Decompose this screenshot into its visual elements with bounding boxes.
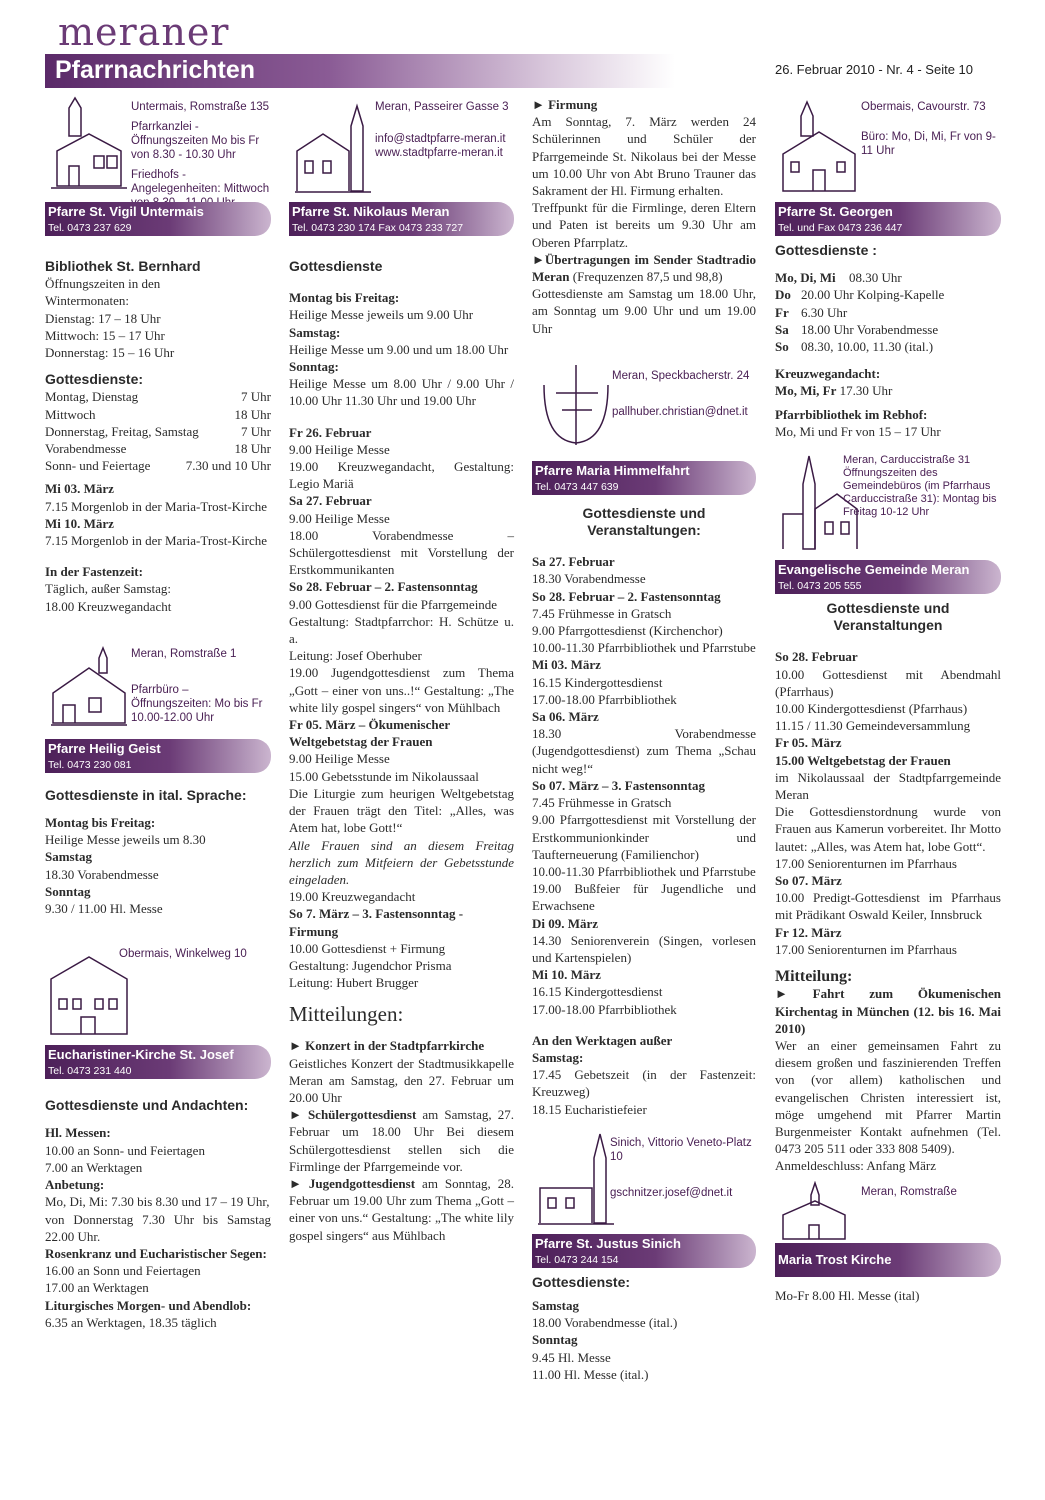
vigil-address: Untermais, Romstraße 135 <box>131 101 270 113</box>
event-text: 17.00-18.00 Pfarrbibliothek <box>532 691 677 707</box>
georgen-info-box <box>775 96 1001 200</box>
subheading: Liturgisches Morgen- und Abendlob: <box>45 1297 252 1313</box>
ital-heading: Montag bis Freitag: <box>45 815 156 831</box>
vigil-info-1: Pfarrkanzlei - Öffnungszeiten Mo bis Fr von 8.30 - 10.30 Uhr <box>131 121 260 161</box>
subheading: Samstag: <box>289 324 341 340</box>
ital-line: 9.30 / 11.00 Hl. Messe <box>45 901 163 917</box>
event-text: 7.15 Morgenlob in der Maria-Trost-Kirche <box>45 533 268 549</box>
gd-title: Gottesdienste: <box>532 1273 631 1290</box>
ital-title: Gottesdienste in ital. Sprache: <box>45 786 247 803</box>
meraner-logo: meraner <box>58 10 230 54</box>
geist-name-bar <box>45 739 271 773</box>
event-text: 9.00 Heilige Messe <box>289 441 390 457</box>
column-1 <box>45 96 271 1331</box>
justus-email[interactable]: gschnitzer.josef@dnet.it <box>610 1186 733 1199</box>
notice-text: Geistliches Konzert der Stadtmusikkapelle Meran am Samstag, den 27. Februar um 20.00 Uhr <box>289 1055 514 1105</box>
church-icon <box>49 633 129 733</box>
date-heading: Fr 05. März – Ökumenischer Weltgebetstag der Frauen <box>289 717 450 750</box>
notice-text: (Frequzenzen 87,5 und 98,8) <box>572 269 723 285</box>
event-text: 17.00 Seniorenturnen im Pfarrhaus <box>775 855 957 871</box>
trost-info-box <box>775 1181 1001 1241</box>
text-line: 9.45 Hl. Messe <box>532 1349 611 1365</box>
josef-name-bar <box>45 1045 271 1079</box>
georgen-info: Büro: Mo, Di, Mi, Fr von 9-11 Uhr <box>861 131 996 157</box>
nikolaus-name-bar <box>289 202 514 236</box>
justus-name-bar <box>532 1234 756 1268</box>
church-icon <box>49 939 129 1039</box>
event-text: Die Liturgie zum heurigen Weltgebetstag der Frauen trägt den Titel: „Alles, was Atem hat, lobe Gott!“ <box>289 785 514 836</box>
event-text: Leitung: Hubert Brugger <box>289 975 419 991</box>
subheading: Pfarrbibliothek im Rebhof: <box>775 406 928 422</box>
date-heading: So 07. März <box>775 873 842 889</box>
event-text: 7.15 Morgenlob in der Maria-Trost-Kirche <box>45 498 268 514</box>
trost-name-bar <box>775 1243 1001 1277</box>
himmel-address: Meran, Speckbacherstr. 24 <box>612 369 750 382</box>
schedule-row: Sonn- und Feiertage 7.30 und 10 Uhr <box>45 458 271 474</box>
column-4 <box>775 96 1001 1304</box>
nikolaus-tel: Tel. 0473 230 174 Fax 0473 233 727 <box>292 222 464 234</box>
church-icon <box>49 96 129 196</box>
event-text: 10.00-11.30 Pfarrbibliothek und Pfarrstube <box>532 640 756 656</box>
ital-heading: Samstag <box>45 849 92 865</box>
bib-line: Wintermonaten: <box>45 293 129 309</box>
notice-heading: ► Fahrt zum Ökumenischen Kirchentag in München (12. bis 16. Mai 2010) <box>775 986 1001 1036</box>
date-heading: Mi 03. März <box>45 481 114 497</box>
date-heading: Fr 26. Februar <box>289 424 372 440</box>
vigil-name: Pfarre St. Vigil Untermais <box>48 204 204 219</box>
ital-heading: Sonntag <box>45 883 91 899</box>
text-line: 18.15 Eucharistiefeier <box>532 1101 647 1117</box>
event-text: 19.00 Kreuzwegandacht <box>289 889 416 905</box>
schedule-row: Fr 6.30 Uhr <box>775 304 848 320</box>
church-icon <box>293 96 373 196</box>
text-line: 17.00 an Werktagen <box>45 1280 149 1296</box>
himmel-info-box <box>532 355 756 459</box>
nikolaus-email[interactable]: info@stadtpfarre-meran.it <box>375 133 506 145</box>
georgen-name: Pfarre St. Georgen <box>778 204 893 219</box>
vigil-name-bar <box>45 202 271 236</box>
mitteilung-title: Mitteilung: <box>775 968 853 986</box>
evang-name-bar <box>775 560 1001 594</box>
event-text: 10.00 Kindergottesdienst (Pfarrhaus) <box>775 701 968 717</box>
notice-heading: ►Übertragungen im Sender Stadtradio Meran <box>532 251 756 285</box>
notice-text: am Samstag, 27. Februar um 18.00 Uhr Bei diesem Schülergottesdienst stellen sich die Firmlinge der Pfarrgemeinde vor. <box>289 1107 515 1174</box>
date-heading: Sa 27. Februar <box>289 493 372 509</box>
event-text: 10.00 Gottesdienst + Firmung <box>289 940 446 956</box>
church-icon <box>536 1128 616 1228</box>
event-text: 10.00 Predigt-Gottesdienst im Pfarrhaus mit Prädikant Oswald Keiler, Innsbruck <box>775 890 1001 923</box>
event-text: Gestaltung: Stadtpfarrchor: H. Schütze u. a. <box>289 613 514 647</box>
fasten-title: In der Fastenzeit: <box>45 564 143 580</box>
event-text: 16.15 Kindergottesdienst <box>532 984 663 1000</box>
andacht-title: Gottesdienste und Andachten: <box>45 1097 249 1114</box>
column-3 <box>532 96 756 1383</box>
himmel-email[interactable]: pallhuber.christian@dnet.it <box>612 405 748 418</box>
mitteilungen-title: Mitteilungen: <box>289 1002 404 1027</box>
geist-info: Pfarrbüro – Öffnungszeiten: Mo bis Fr 10.00-12.00 Uhr <box>131 683 263 724</box>
bib-line: Mittwoch: 15 – 17 Uhr <box>45 327 165 343</box>
geist-tel: Tel. 0473 230 081 <box>48 758 132 771</box>
event-text: 18.00 Vorabendmesse – Schülergottesdienst mit Vorstellung der Erstkommunikanten <box>289 527 514 578</box>
josef-info-box <box>45 939 271 1043</box>
josef-tel: Tel. 0473 231 440 <box>48 1065 132 1078</box>
fasten-line: 18.00 Kreuzwegandacht <box>45 598 172 614</box>
justus-name: Pfarre St. Justus Sinich <box>535 1235 681 1251</box>
event-highlight: 15.00 Weltgebetstag der Frauen <box>775 752 951 768</box>
event-text: 9.00 Heilige Messe <box>289 751 390 767</box>
column-2 <box>289 96 514 1244</box>
church-icon <box>779 96 859 196</box>
event-text: 17.00 Seniorenturnen im Pfarrhaus <box>775 941 957 957</box>
date-heading: Mi 10. März <box>532 967 601 983</box>
notice-heading: ► Schülergottesdienst <box>289 1107 417 1123</box>
notice-text: am Sonntag, 28. Februar um 19.00 Uhr zum Thema „Gott – einer von uns.“ Gestaltung: „The white lily gospel singers“ aus Mühlbach <box>289 1175 515 1243</box>
nikolaus-name: Pfarre St. Nikolaus Meran <box>292 204 450 219</box>
subheading: Anbetung: <box>45 1177 105 1193</box>
bib-line: Öffnungszeiten in den <box>45 276 161 292</box>
text-line: 7.00 an Werktagen <box>45 1159 143 1175</box>
text-line: 11.00 Hl. Messe (ital.) <box>532 1366 649 1382</box>
text-line: von Donnerstag 7.30 Uhr bis Samstag 22.00 Uhr. <box>45 1211 271 1244</box>
event-text: 9.00 Gottesdienst für die Pfarrgemeinde <box>289 596 498 612</box>
notice-text: Treffpunkt für die Firmlinge, deren Eltern und Paten ist bereits um 9.30 Uhr am Oberen Pfarrplatz. <box>532 200 756 250</box>
time: 17.30 Uhr <box>839 383 893 399</box>
schedule-row: Do 20.00 Uhr Kolping-Kapelle <box>775 287 945 303</box>
gv-title: Gottesdienste und Veranstaltungen <box>826 600 950 634</box>
event-text: 10.00-11.30 Pfarrbibliothek und Pfarrstube <box>532 863 756 879</box>
dateline: 26. Februar 2010 - Nr. 4 - Seite 10 <box>775 62 973 77</box>
schedule-row: Mo, Di, Mi 08.30 Uhr <box>775 270 902 286</box>
text-line: 18.00 Vorabendmesse (ital.) <box>532 1315 678 1331</box>
bib-line: Donnerstag: 15 – 16 Uhr <box>45 345 175 361</box>
date-heading: So 28. Februar – 2. Fastensonntag <box>289 579 478 595</box>
evang-tel: Tel. 0473 205 555 <box>778 580 862 593</box>
geist-address: Meran, Romstraße 1 <box>131 647 237 660</box>
vigil-info-box <box>45 96 271 200</box>
text-line: Heilige Messe jeweils um 9.00 Uhr <box>289 307 474 323</box>
event-text: 19.00 Jugendgottesdienst zum Thema „Gott – einer von uns..!“ Gestaltung: „The white lily gospel singers“ von Mühlbach <box>289 665 514 715</box>
schedule-row: Vorabendmesse 18 Uhr <box>45 441 271 457</box>
ital-line: 18.30 Vorabendmesse <box>45 866 159 882</box>
schedule-row: Sa 18.00 Uhr Vorabendmesse <box>775 321 939 337</box>
nikolaus-web[interactable]: www.stadtpfarre-meran.it <box>375 147 503 159</box>
event-text: Alle Frauen sind an diesem Freitag herzlich zum Mitfeiern der Gebetsstunde eingeladen. <box>289 837 514 887</box>
notice-text: Am Sonntag, 7. März werden 24 Schülerinnen und Schüler der Pfarrgemeinde St. Nikolaus bei der Messe um 10.00 Uhr von Abt Bruno Trauner das Sakrament der Hl. Firmung erhalten. <box>532 114 756 199</box>
event-text: 9.00 Pfarrgottesdienst (Kirchenchor) <box>532 623 723 639</box>
evang-info-box <box>775 454 1001 558</box>
date-heading: So 28. Februar – 2. Fastensonntag <box>532 588 721 604</box>
date-heading: So 28. Februar <box>775 649 858 665</box>
event-text: 9.00 Pfarrgottesdienst mit Vorstellung der Erstkommunionkinder und Taufterneuerung (Familienchor) <box>532 812 756 862</box>
georgen-address: Obermais, Cavourstr. 73 <box>861 101 986 113</box>
text-line: Mo-Fr 8.00 Hl. Messe (ital) <box>775 1287 920 1303</box>
date-heading: Di 09. März <box>532 915 599 931</box>
josef-name: Eucharistiner-Kirche St. Josef <box>48 1047 234 1063</box>
date-heading: Sa 27. Februar <box>532 554 615 570</box>
trost-name: Maria Trost Kirche <box>778 1251 892 1267</box>
evang-info: Öffnungszeiten des Gemeindebüros (im Pfarrhaus Carduccistraße 31): Montag bis Freitag 10-12 Uhr <box>843 467 997 519</box>
subheading: Samstag <box>532 1297 579 1313</box>
text-line: Mo, Di, Mi: 7.30 bis 8.30 und 17 – 19 Uhr, <box>45 1194 270 1210</box>
notice-heading: ► Firmung <box>532 97 598 112</box>
nikolaus-info-box <box>289 96 514 200</box>
gd-title: Gottesdienste <box>289 258 383 274</box>
date-heading: Sa 06. März <box>532 709 599 725</box>
justus-info-box <box>532 1128 756 1232</box>
evang-address: Meran, Carduccistraße 31 <box>843 454 971 467</box>
gv-title: Gottesdienste und Veranstaltungen: <box>582 504 706 539</box>
subheading: Montag bis Freitag: <box>289 290 400 306</box>
text-line: 17.45 Gebetszeit (in der Fastenzeit: Kreuzweg) <box>532 1067 756 1100</box>
subheading: Sonntag: <box>289 359 339 375</box>
josef-address: Obermais, Winkelweg 10 <box>119 948 247 961</box>
text-line: Heilige Messe um 8.00 Uhr / 9.00 Uhr / 10.00 Uhr 11.30 Uhr und 19.00 Uhr <box>289 376 514 409</box>
trost-address: Meran, Romstraße <box>861 1185 957 1198</box>
text-line: Heilige Messe um 9.00 und um 18.00 Uhr <box>289 341 509 357</box>
event-text: 9.00 Heilige Messe <box>289 510 390 526</box>
event-text: 17.00-18.00 Pfarrbibliothek <box>532 1001 677 1017</box>
subheading: Kreuzwegandacht: <box>775 366 881 382</box>
geist-info-box <box>45 633 271 737</box>
date-heading: Fr 05. März <box>775 735 842 751</box>
event-text: 18.30 Vorabendmesse <box>532 571 646 587</box>
notice-heading: ► Jugendgottesdienst <box>289 1175 416 1191</box>
schedule-row: So 08.30, 10.00, 11.30 (ital.) <box>775 339 934 355</box>
text-line: 16.00 an Sonn und Feiertagen <box>45 1263 201 1279</box>
georgen-name-bar <box>775 202 1001 236</box>
georgen-tel: Tel. und Fax 0473 236 447 <box>778 222 903 234</box>
cross-logo-icon <box>536 355 616 455</box>
subheading: Rosenkranz und Eucharistischer Segen: <box>45 1245 267 1261</box>
nikolaus-address: Meran, Passeirer Gasse 3 <box>375 101 509 113</box>
notice-heading: ► Konzert in der Stadtpfarrkirche <box>289 1038 485 1054</box>
event-text: 14.30 Seniorenverein (Singen, vorlesen und Kartenspielen) <box>532 932 756 965</box>
section-banner <box>45 54 675 88</box>
himmel-name: Pfarre Maria Himmelfahrt <box>535 462 690 478</box>
vigil-info-2: Friedhofs - Angelegenheiten: Mittwoch <box>131 169 270 195</box>
justus-address: Sinich, Vittorio Veneto-Platz 10 <box>610 1136 752 1163</box>
vigil-tel: Tel. 0473 237 629 <box>48 222 132 234</box>
subheading: Sonntag <box>532 1332 578 1348</box>
event-text: Gestaltung: Jugendchor Prisma <box>289 957 452 973</box>
event-text: 7.45 Frühmesse in Gratsch <box>532 795 672 811</box>
event-text: 10.00 Gottesdienst mit Abendmahl (Pfarrhaus) <box>775 666 1001 699</box>
evang-name: Evangelische Gemeinde Meran <box>778 562 970 578</box>
event-text: Die Gottesdienstordnung wurde von Frauen aus Kamerun vorbereitet. Ihr Motto lautet: „Alles, was Atem hat, lobe Gott“. <box>775 804 1001 854</box>
himmel-tel: Tel. 0473 447 639 <box>535 480 619 493</box>
days: Mo, Mi, Fr <box>775 383 837 399</box>
event-text: 19.00 Bußfeier für Jugendliche und Erwachsene <box>532 881 756 914</box>
event-text: 16.15 Kindergottesdienst <box>532 674 663 690</box>
event-text: 18.30 Vorabendmesse (Jugendgottesdienst) zum Thema „Schau nicht weg!“ <box>532 726 756 776</box>
text-line: Mo, Mi und Fr von 15 – 17 Uhr <box>775 423 941 439</box>
date-heading: Fr 12. März <box>775 924 842 940</box>
schedule-row: Donnerstag, Freitag, Samstag 7 Uhr <box>45 423 271 439</box>
event-text: 19.00 Kreuzwegandacht, Gestaltung: Legio Mariä <box>289 459 514 492</box>
church-icon <box>779 1181 849 1241</box>
ital-line: Heilige Messe jeweils um 8.30 <box>45 832 206 848</box>
subheading: An den Werktagen außer Samstag: <box>532 1032 673 1065</box>
geist-name: Pfarre Heilig Geist <box>48 740 161 756</box>
event-text: Leitung: Josef Oberhuber <box>289 648 422 664</box>
gd-title: Gottesdienste: <box>45 371 144 388</box>
event-text: 11.15 / 11.30 Gemeindeversammlung <box>775 718 971 734</box>
justus-tel: Tel. 0473 244 154 <box>535 1253 619 1266</box>
notice-text: Anmeldeschluss: Anfang März <box>775 1158 937 1174</box>
date-heading: Mi 03. März <box>532 657 601 673</box>
event-text: im Nikolaussaal der Stadtpfarrgemeinde Meran <box>775 769 1001 803</box>
date-heading: So 07. März – 3. Fastensonntag <box>532 777 705 793</box>
fasten-line: Täglich, außer Samstag: <box>45 581 171 597</box>
notice-text: Gottesdienste am Samstag um 18.00 Uhr, am Sonntag um 9.00 Uhr und um 19.00 Uhr <box>532 286 756 336</box>
bib-line: Dienstag: 17 – 18 Uhr <box>45 310 161 326</box>
event-text: 15.00 Gebetsstunde im Nikolaussaal <box>289 768 479 784</box>
subheading: Hl. Messen: <box>45 1125 111 1141</box>
schedule-row: Mittwoch 18 Uhr <box>45 406 271 422</box>
date-heading: So 7. März – 3. Fastensonntag - Firmung <box>289 906 464 939</box>
himmel-name-bar <box>532 461 756 495</box>
schedule-row: Montag, Dienstag 7 Uhr <box>45 389 271 405</box>
bib-title: Bibliothek St. Bernhard <box>45 258 201 274</box>
gd-title: Gottesdienste : <box>775 242 877 258</box>
event-text: 7.45 Frühmesse in Gratsch <box>532 605 672 621</box>
notice-text: Wer an einer gemeinsamen Fahrt zu diesem großen und faszinierenden Treffen von (vor allem) katholischen und evangelischen Christen interessiert ist, möge umgehend mit Pfarrer Martin Burgenmeister Kontakt aufnehmen (Tel. 0473 205 511 oder 333 808 5409). <box>775 1037 1001 1157</box>
section-title: Pfarrnachrichten <box>55 56 256 84</box>
date-heading: Mi 10. März <box>45 515 114 531</box>
text-line: 10.00 an Sonn- und Feiertagen <box>45 1142 205 1158</box>
text-line: 6.35 an Werktagen, 18.35 täglich <box>45 1314 217 1330</box>
